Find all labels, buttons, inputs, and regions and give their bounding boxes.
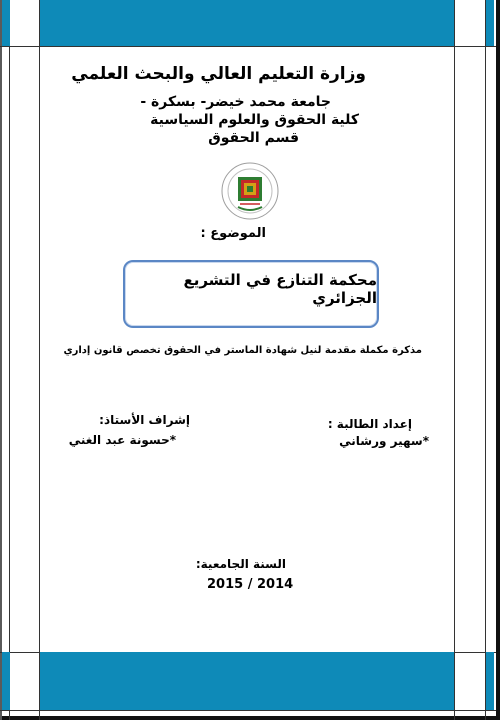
thesis-description: مذكرة مكملة مقدمة لنيل شهادة الماستر في الحقوق تخصص قانون إداري: [63, 345, 422, 356]
border-line: [454, 0, 455, 720]
thesis-title: محكمة التنازع في التشريع الجزائري: [183, 271, 377, 307]
academic-year-label: السنة الجامعية:: [195, 557, 286, 571]
ministry-heading: وزارة التعليم العالي والبحث العلمي: [71, 64, 366, 84]
university-name: جامعة محمد خيضر- بسكرة -: [140, 94, 331, 110]
top-band: [40, 0, 454, 46]
academic-year-value: 2015 / 2014: [207, 577, 294, 592]
border-line: [485, 0, 486, 720]
supervisor-name: *حسونة عبد الغني: [68, 433, 176, 447]
border-line: [39, 0, 40, 720]
page-left-edge: [0, 0, 2, 720]
bottom-right-band: [486, 652, 494, 710]
border-line: [0, 710, 496, 711]
student-label: إعداد الطالبة :: [327, 417, 412, 431]
faculty-name: كلية الحقوق والعلوم السياسية: [150, 112, 359, 128]
student-name: *سهير ورشاني: [339, 434, 429, 448]
topic-label: الموضوع :: [200, 226, 266, 241]
thesis-title-box: [123, 260, 379, 328]
bottom-band: [40, 652, 454, 710]
supervisor-label: إشراف الأستاذ:: [99, 413, 190, 427]
top-left-band: [2, 0, 10, 46]
university-seal-icon: [220, 161, 280, 221]
department-name: قسم الحقوق: [208, 130, 299, 146]
border-line: [0, 46, 496, 47]
top-right-band: [486, 0, 494, 46]
bottom-left-band: [2, 652, 10, 710]
border-line: [9, 0, 10, 720]
